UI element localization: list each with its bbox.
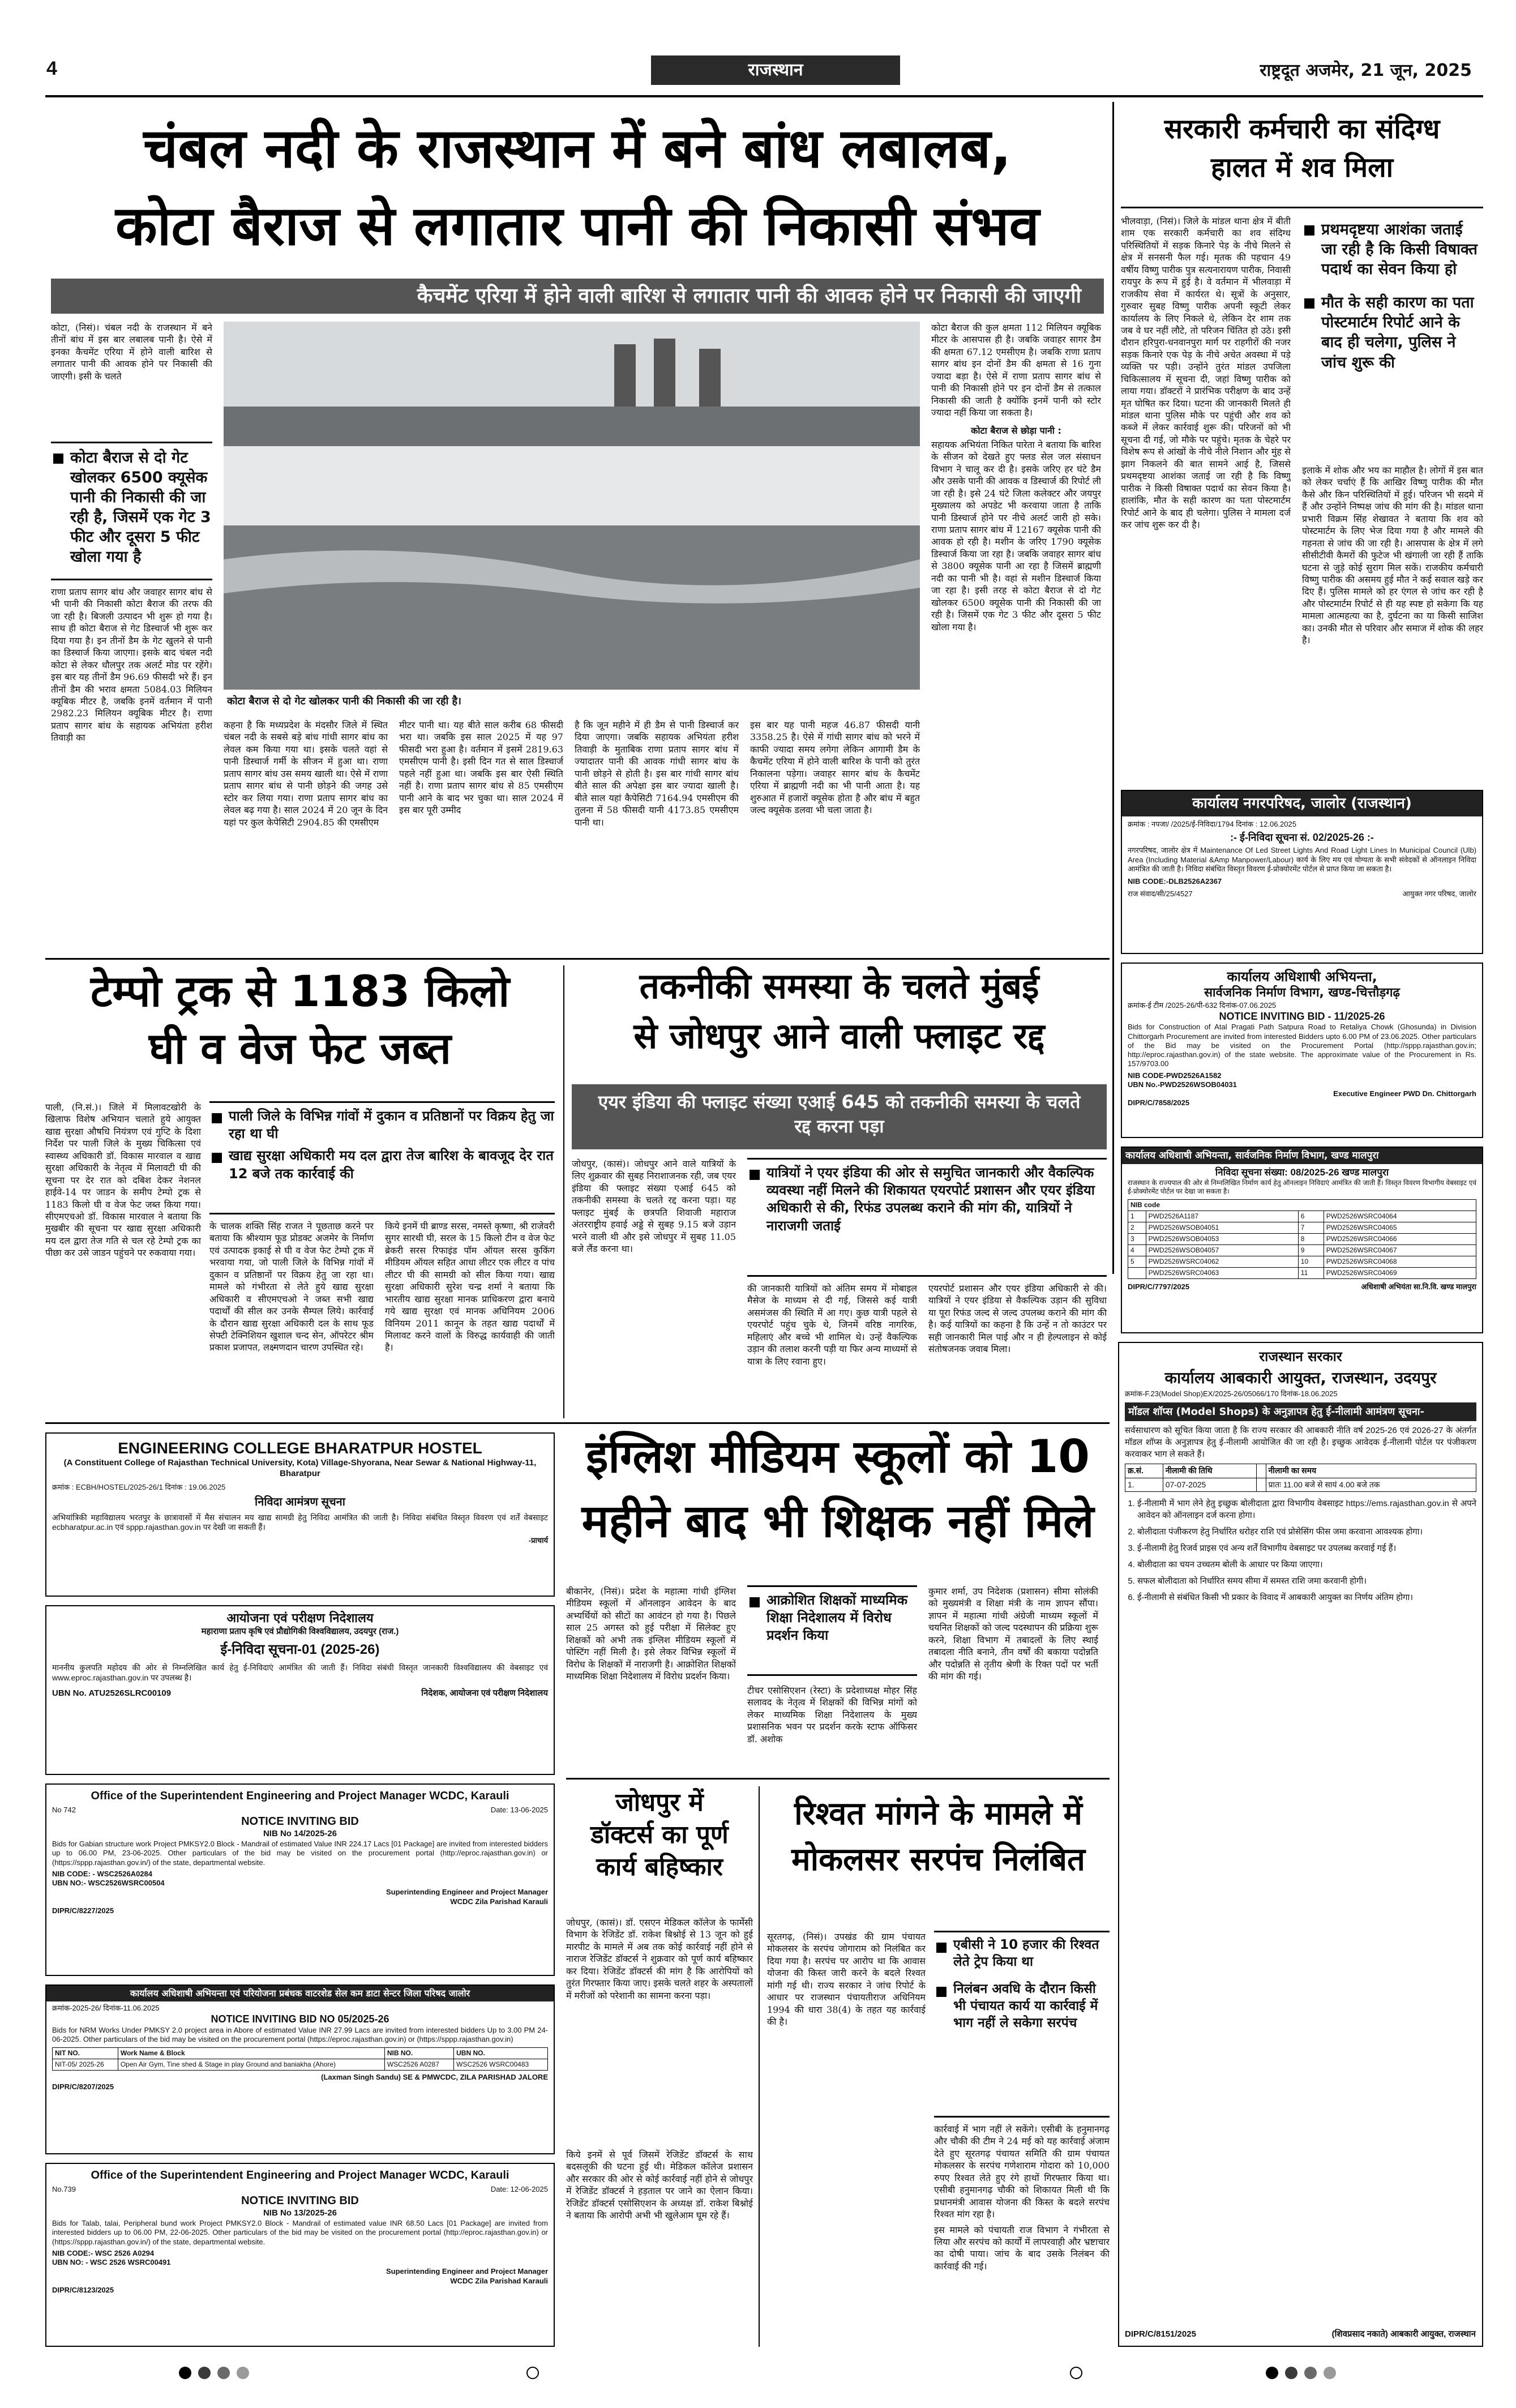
crosshair-icon — [526, 2367, 539, 2379]
tempo-pull-item-1: पाली जिले के विभिन्न गांवों में दुकान व प्रतिष्ठानों पर विक्रय हेतु जा रहा था घी — [209, 1107, 555, 1143]
table-row: क्र.सं. नीलामी की तिथि नीलामी का समय — [1125, 1464, 1476, 1478]
notice-wcdc2-dipr: DIPR/C/8123/2025 — [52, 2285, 114, 2294]
notice-wcdc2-heading: NOTICE INVITING BID — [241, 2195, 359, 2208]
notice-chittor-sign: Executive Engineer PWD Dn. Chittorgarh — [1333, 1089, 1476, 1098]
bribe-headline-line-2: मोकलसर सरपंच निलंबित — [791, 1841, 1085, 1879]
notice-chittor-dipr: DIPR/C/7858/2025 — [1128, 1098, 1190, 1107]
table-row: 4 PWD2526WSOB04057 9 PWD2526WSRC04067 — [1128, 1244, 1476, 1256]
notice-jalore-subject: :- ई-निविदा सूचना सं. 02/2025-26 :- — [1230, 831, 1374, 843]
notice-jalore-body: नगरपरिषद, जालोर क्षेत्र में Maintenance Of Led Street Lights And Road Light Lines In Municipal Council (Ulb) Area (Including Material &Amp Manpower/Labour) कार्य के लिए मय एवं योग्यता के सभी संवेदकों से ऑनलाइन निविदा आमंत्रित की जाती है। निविदा संबंधित विस्तृत विवरण ई-प्रोक्योरमेंट पोर्टल से प्राप्त किया जा सकता है। — [1128, 846, 1476, 873]
flight-headline — [572, 965, 1107, 1084]
notice-malpura-dipr: DIPR/C/7797/2025 — [1128, 1282, 1190, 1291]
notice-wcdcj-ref: क्रमांक-2025-26/ दिनांक-11.06.2025 — [52, 2004, 160, 2012]
bribe-pull-quote — [934, 1931, 1110, 2118]
section-tab — [651, 55, 900, 85]
notice-wcdc1-sign: Superintending Engineer and Project Manager WCDC Zila Parishad Karauli — [386, 1888, 548, 1906]
notice-wcdc1-no: No 742 — [52, 1806, 76, 1814]
notice-bharatpur-ref: क्रमांक : ECBH/HOSTEL/2025-26/1 दिनांक : 19.06.2025 — [52, 1482, 226, 1491]
notice-agri-sign: निदेशक, आयोजना एवं परीक्षण निदेशालय — [421, 1688, 548, 1699]
lead-pull-quote — [51, 442, 212, 580]
right-col-b — [1302, 464, 1483, 781]
notice-wcdc1-nib: NIB CODE: - WSC2526A0284 — [52, 1869, 152, 1878]
notice-wcdc2-no: No.739 — [52, 2185, 76, 2193]
registration-dot — [198, 2367, 211, 2379]
notice-wcdc1-body: Bids for Gabian structure work Project PMKSY2.0 Block - Mandrail of estimated Value INR 224.17 Lacs [01 Package] are invited from interested bidders up to 06.00 PM, 23-06-2025. Other particulars of the bid may be visited on the procurement portal (http://eproc.rajasthan.gov.in) or (https://sppp.rajasthan.gov.in/) of the state, departmental website. — [52, 1840, 548, 1867]
notice-excise-ref: क्रमांक-F.23(Model Shop)EX/2025-26/05066/170 दिनांक-18.06.2025 — [1125, 1389, 1338, 1398]
list-item: 2. बोलीदाता पंजीकरण हेतु निर्धारित धरोहर राशि एवं प्रोसेसिंग फीस जमा करवाना आवश्यक होगा। — [1137, 1526, 1476, 1538]
right-headline-line-1: सरकारी कर्मचारी का संदिग्ध — [1164, 113, 1440, 145]
right-headline-rule — [1121, 207, 1483, 208]
list-item: 6. ई-नीलामी से संबंधित किसी भी प्रकार के विवाद में आबकारी आयुक्त का निर्णय अंतिम होगा। — [1137, 1592, 1476, 1603]
right-pull-item-1: प्रथमदृष्टया आशंका जताई जा रही है कि किसी विषाक्त पदार्थ का सेवन किया हो — [1302, 220, 1483, 279]
notice-malpura-body: राजस्थान के राज्यपाल की ओर से निम्नलिखित निर्माण कार्य हेतु ऑनलाइन निविदाएं आमंत्रित की जाती हैं। विस्तृत विवरण विभागीय वेबसाइट एवं ई-प्रोक्योरमेंट पोर्टल पर देखा जा सकता है। — [1128, 1178, 1476, 1195]
notice-excise-heading: मॉडल शॉप्स (Model Shops) के अनुज्ञापत्र हेतु ई-नीलामी आमंत्रण सूचना- — [1125, 1402, 1476, 1421]
notice-bharatpur-heading: निविदा आमंत्रण सूचना — [255, 1495, 345, 1508]
tempo-headline-line-2: घी व वेज फेट जब्त — [149, 1023, 451, 1074]
bribe-headline — [767, 1795, 1110, 1919]
lead-pull-quote-text: कोटा बैराज से दो गेट खोलकर 6500 क्यूसेक पानी की निकासी की जा रही है, जिसमें एक गेट 3 फीट और दूसरा 5 फीट खोला गया है — [51, 448, 212, 567]
notice-agri-title: आयोजना एवं परीक्षण निदेशालय — [226, 1611, 374, 1626]
lead-right-rule — [1112, 102, 1114, 1274]
lead-col-4 — [575, 719, 739, 951]
notice-chittor-title: कार्यालय अधिशाषी अभियन्ता, — [1227, 969, 1377, 985]
notice-wcdc2-ubn: UBN NO: - WSC 2526 WSRC00491 — [52, 2258, 171, 2266]
registration-dot — [217, 2367, 230, 2379]
flight-banner-text: एयर इंडिया की फ्लाइट संख्या एआई 645 को तकनीकी समस्या के चलते रद्द करना पड़ा — [598, 1091, 1081, 1137]
footer-registration — [0, 2355, 1516, 2389]
flight-col-a-text: जोधपुर, (कासं)। जोधपुर आने वाले यात्रियों के लिए शुक्रवार की सुबह निराशाजनक रही, जब एयर इंडिया की फ्लाइट संख्या एआई 645 को तकनीकी समस्या के चलते रद्द करना पड़ा। यह फ्लाइट मुंबई के छत्रपति शिवाजी महाराज अंतरराष्ट्रीय हवाई अड्डे से सुबह 9.15 बजे उड़ान भरने वाली थी और इसे जोधपुर में सुबह 11.05 बजे लैंड करना था। — [572, 1158, 736, 1255]
lead-subheadline-text: कैचमेंट एरिया में होने वाली बारिश से लगातार पानी की आवक होने पर निकासी की जाएगी — [417, 284, 1081, 307]
school-col-a-text: बीकानेर, (निसं)। प्रदेश के महात्मा गांधी इंग्लिश मीडियम स्कूलों में ऑनलाइन आवेदन के बाद अभ्यर्थियों को सीटों का आवंटन हो गया है। पिछले साल 25 अगस्त को हुई परीक्षा में सिलेक्ट हुए शिक्षकों को अभी तक इंग्लिश मीडियम स्कूलों में पोस्टिंग नहीं मिली है। इसे लेकर विभिन्न स्कूलों में विरोध के शिक्षकों में नाराजगी है। आक्रोशित शिक्षकों माध्यमिक शिक्षा निदेशालय में विरोध प्रदर्शन किया। — [566, 1586, 736, 1682]
notice-malpura-th: NIB code — [1128, 1199, 1476, 1211]
registration-dot — [179, 2367, 191, 2379]
school-headline — [566, 1430, 1110, 1571]
notice-jalore — [1121, 790, 1483, 954]
notice-malpura-sign: अधिशाषी अभियंता सा.नि.वि. खण्ड मालपुरा — [1361, 1282, 1476, 1291]
header-rule — [45, 95, 1483, 97]
notice-excise — [1118, 1342, 1483, 2347]
right-pull-quote — [1302, 215, 1483, 459]
notice-excise-title-1: राजस्थान सरकार — [1259, 1349, 1342, 1365]
lead-photo-caption: कोटा बैराज से दो गेट खोलकर पानी की निकासी की जा रही है। — [224, 690, 920, 712]
notice-wcdc2-body: Bids for Talab, talai, Peripheral bund work Project PMKSY2.0 Block - Mandrail of estimated value INR 68.50 Lacs [01 Package] are invited from interested bidders up to 06.00 PM, 22-06-2025. Other particulars of the bid may be visited on the procurement portal (http://eproc.rajasthan.gov.in) or (https://sppp.rajasthan.gov.in/) of the state, departmental website. — [52, 2219, 548, 2246]
notice-wcdc-jalore — [45, 1984, 555, 2154]
registration-dot — [1266, 2367, 1278, 2379]
notice-excise-points — [1137, 1498, 1476, 1603]
flight-col-c-text: एयरपोर्ट प्रशासन और एयर इंडिया अधिकारी से की। यात्रियों ने एयर इंडिया से वैकल्पिक उड़ान की सुविधा या पूरा रिफंड जल्द से जल्द उपलब्ध कराने की मांग की है। कई यात्रियों का कहना है कि उन्हें न तो काउंटर पर सही जानकारी मिल पाई और न ही हेल्पलाइन से कोई संतोषजनक जवाब मिला। — [928, 1283, 1107, 1355]
notice-agri-ubn: UBN No. ATU2526SLRC00109 — [52, 1688, 172, 1699]
flight-banner — [572, 1084, 1107, 1149]
notice-bharatpur-subtitle: (A Constituent College of Rajasthan Technical University, Kota) Village-Shyorana, Near Sewar & National Highway-11, Bharatpur — [63, 1458, 537, 1478]
notice-wcdcj-body: Bids for NRM Works Under PMKSY 2.0 project area in Abore of estimated Value INR 27.99 Lacs are invited from interested bidders Up to 3.00 PM 24-06-2025. Other particulars of the bid may be visited on the procurement portal (https://eproc.rajasthan.gov.in) or (https://sppp.rajasthan.gov.in) — [52, 2025, 548, 2043]
lead-col-6b-text: सहायक अभियंता निकित पारेता ने बताया कि बारिश के सीजन को देखते हुए फ्लड सेल जल संसाधन विभाग ने चालू कर दी है। इसके जरिए हर घंटे डैम और उसके पानी की आवक व डिस्चार्ज की रिपोर्ट ली जा रही है। इसे 24 घंटे जिला कलेक्टर और जयपुर मुख्यालय को अपडेट भी करवाया जाता है ताकि पानी डिस्चार्ज होने पर नीचे अलर्ट जारी हो सके। राणा प्रताप सागर बांध में 12167 क्यूसेक पानी की आवक हो रही है। मशीन के जरिए 1790 क्यूसेक डिस्चार्ज किया जा रहा है। जबकि जवाहर सागर बांध से 3800 क्यूसेक पानी आ रहा है जिसमें ब्राह्मणी नदी का पानी भी है। वहां से मशीन डिस्चार्ज किया जा रहा है। इसी तरह से कोटा बैराज से दो गेट खोलकर 6500 क्यूसेक पानी की निकासी की जा रही है। जिसमें एक गेट 3 फीट और दूसरा 5 फीट खोला गया है। — [931, 439, 1101, 632]
lead-col-5 — [750, 719, 920, 951]
school-col-c-text: कुमार शर्मा, उप निदेशक (प्रशासन) सीमा सोलंकी को मुख्यमंत्री व शिक्षा मंत्री के नाम ज्ञापन सौंपा। ज्ञापन में महात्मा गांधी अंग्रेजी माध्यम स्कूलों में चयनित शिक्षकों को जल्द पदस्थापन की प्रक्रिया शुरू करने, शिक्षा विभाग में तबादलों के लिए स्थाई तबादला नीति बनाने, तीन वर्षों की बकाया पदोन्नति और पदोन्नति से तृतीय श्रेणी के रिक्त पदों पर भर्ती की मांग की गई। — [928, 1586, 1098, 1682]
notice-wcdc-karauli-2 — [45, 2163, 555, 2347]
list-item: 3. ई-नीलामी हेतु रिजर्व प्राइस एवं अन्य शर्तें विभागीय वेबसाइट पर उपलब्ध करवाई गई हैं। — [1137, 1542, 1476, 1554]
tempo-col-a-text: पाली, (नि.सं.)। जिले में मिलावटखोरी के खिलाफ विशेष अभियान चलाते हुये आयुक्त खाद्य सुरक्षा औषधि नियंत्रण एवं गुप्टि के दिशा निर्देश पर पाली जिले के मुख्य चिकित्सा एवं स्वास्थ्य अधिकारी डॉ. विकास मारवाल व खाद्य सुरक्षा अधिकारी के नेतृत्व में मिलावटी घी की सूचना पर देर रात को दबिश देकर नेशनल हाईवे-14 पर जाडन के समीप टेम्पो ट्रक से 1183 किलो घी व वेज फेट जब्त किया गया। सीएमएचओ डॉ. विकास मारवाल ने बताया कि मुखबीर की सूचना पर खाद्य सुरक्षा अधिकारी मय दल द्वारा तेज गति से चल रहे टेम्पो ट्रक का पीछा कर उसे जाडन पहुंचने पर रुकवाया गया। — [45, 1102, 201, 1259]
flight-pull-quote — [747, 1158, 1107, 1277]
notice-excise-intro: सर्वसाधारण को सूचित किया जाता है कि राज्य सरकार की आबकारी नीति वर्ष 2025-26 एवं 2026-27 के अंतर्गत मॉडल शॉप्स के अनुज्ञापत्र हेतु ई-नीलामी आयोजित की जा रही है। इच्छुक आवेदक ई-नीलामी पोर्टल पर पंजीकरण करवाकर भाग ले सकते हैं। — [1125, 1426, 1476, 1460]
notice-malpura-heading: निविदा सूचना संख्या: 08/2025-26 खण्ड मालपुरा — [1215, 1167, 1389, 1178]
lead-col-1 — [51, 322, 212, 440]
lead-photo-barrage — [224, 322, 920, 712]
doctors-headline-line-2: डॉक्टर्स का पूर्ण — [590, 1820, 729, 1850]
tempo-col-c — [385, 1220, 555, 1418]
lead-subheadline — [51, 279, 1104, 314]
paper-date: राष्ट्रदूत अजमेर, 21 जून, 2025 — [1260, 61, 1472, 80]
page-header — [34, 50, 1483, 95]
doctors-headline-line-1: जोधपुर में — [615, 1788, 704, 1817]
bribe-pull-item-1: एबीसी ने 10 हजार की रिश्वत लेते ट्रेप किया था — [934, 1937, 1110, 1971]
notice-chittor-ref: क्रमांक-ई टीम /2025-26/पी-632 दिनांक-07.06.2025 — [1128, 1000, 1277, 1010]
notice-excise-title-2: कार्यालय आबकारी आयुक्त, राजस्थान, उदयपुर — [1164, 1368, 1437, 1387]
lead-col-3 — [399, 719, 563, 951]
right-col-b-text: इलाके में शोक और भय का माहौल है। लोगों में इस बात को लेकर चर्चाएं हैं कि आखिर विष्णु पारीक की मौत कैसे और किन परिस्थितियों में हुई। परिजन भी सदमे में हैं और उन्होंने निष्पक्ष जांच की मांग की है। मांडल थाना प्रभारी विक्रम सिंह शेखावत ने बताया कि शव को पोस्टमार्टम के लिए भेज दिया गया है और मामले की गहनता से जांच की जा रही है। आसपास के क्षेत्र में लगे सीसीटीवी कैमरों की फुटेज भी खंगाली जा रही हैं ताकि घटना से जुड़े कोई सुराग मिल सकें। राजकीय कर्मचारी विष्णु पारीक की असमय हुई मौत ने कई सवाल खड़े कर दिए हैं। पुलिस मामले को हर एंगल से जांच कर रही है और पोस्टमार्टम रिपोर्ट से ही यह स्पष्ट हो सकेगा कि यह मामला आत्महत्या का है, दुर्घटना का या किसी साजिश का। उनकी मौत से परिवार और समाज में शोक की लहर है। — [1302, 465, 1483, 646]
doctors-col-a-text: जोधपुर, (कासं)। डॉ. एसएन मेडिकल कॉलेज के फार्मेसी विभाग के रेजिडेंट डॉ. राकेश बिश्नोई से 13 जून को हुई मारपीट के मामले में अब तक कोई कार्रवाई नहीं होने से नाराज रेजिडेंट डॉक्टर्स ने शुक्रवार को पूर्ण कार्य बहिष्कार कर दिया। रेजिडेंट डॉक्टर्स की मांग है कि आरोपियों को तुरंत गिरफ्तार किया जाए। इसके चलते शहर के अस्पतालों में मरीजों को परेशानी का सामना करना पड़ा। — [566, 1917, 753, 2001]
flight-col-c — [928, 1282, 1107, 1418]
notice-malpura — [1121, 1147, 1483, 1333]
lead-bottom-rule — [45, 958, 1110, 960]
bribe-col-b-text: कार्रवाई में भाग नहीं ले सकेंगे। एसीबी के हनुमानगढ़ और चौकी की टीम ने 24 मई को यह कार्रवाई अंजाम देते हुए सूरतगढ़ पंचायत समिति की ग्राम पंचायत मोकलसर के सरपंच गणेशाराम गोदारा को 10,000 रुपए रिश्वत लेते हुए रंगे हाथों गिरफ्तार किया था। एसीबी हनुमानगढ़ चौकी को शिकायत मिली थी कि प्रधानमंत्री आवास योजना की किस्त के बदले सरपंच रिश्वत मांग रहा है। — [934, 2124, 1110, 2220]
notice-wcdc1-title: Office of the Superintendent Engineering and Project Manager WCDC, Karauli — [91, 1790, 509, 1802]
doctors-right-rule — [759, 1786, 760, 2347]
right-headline-line-2: हालत में शव मिला — [1210, 151, 1394, 183]
notice-chittor-nib: NIB CODE-PWD2526A1582 — [1128, 1071, 1222, 1080]
lead-col-1b — [51, 586, 212, 951]
lead-col-4-text: है कि जून महीने में ही डैम से पानी डिस्चार्ज कर दिया जाएगा। जबकि सहायक अभियंता हरीश तिवाड़ी के मुताबिक राणा प्रताप सागर बांध में ज्यादातर पानी की आवक गांधी सागर बांध के पानी छोड़ने से होती है। इस बार गांधी सागर बांध बीते साल की अपेक्षा इस बार ज्यादा खाली है। बीते साल यहां कैपेसिटी 7164.94 एमसीएम की तुलना में 58 फीसदी यानी 4173.85 एमसीएम पानी था। — [575, 720, 739, 828]
lead-col-1-text: कोटा, (निसं)। चंबल नदी के राजस्थान में बने तीनों बांध में इस बार लबालब पानी है। ऐसे में इनका कैचमेंट एरिया में होने वाली बारिश से लगातार पानी की आवक होने पर निकासी की जाएगी। इसी के चलते — [51, 322, 212, 382]
notice-wcdc1-sub: NIB No 14/2025-26 — [263, 1829, 337, 1839]
doctors-headline — [566, 1786, 753, 1911]
notice-wcdcj-sign: (Laxman Singh Sandu) SE & PMWCDC, ZILA PARISHAD JALORE — [321, 2073, 548, 2082]
tempo-col-a — [45, 1101, 201, 1418]
bribe-col-a-text: सूरतगढ़, (निसं)। उपखंड की ग्राम पंचायत मोकलसर के सरपंच जोगाराम को निलंबित कर दिया गया है। सरपंच पर आरोप था कि आवास योजना की किस्त जारी करने के बदले रिश्वत मांगी गई थी। राज्य सरकार ने जांच रिपोर्ट के आधार पर राजस्थान पंचायतीराज अधिनियम 1994 की धारा 38(4) के तहत यह कार्रवाई की है। — [767, 1931, 926, 2028]
lead-col-2-text: कहना है कि मध्यप्रदेश के मंदसौर जिले में स्थित चंबल नदी के सबसे बड़े बांध गांधी सागर बांध का लेवल कम किया गया था। इसके चलते वहां से पानी डिस्चार्ज गर्मी के सीजन में हुआ था। राणा प्रताप सागर बांध उस समय खाली था। ऐसे में राणा प्रताप सागर बांध से पानी छोड़ने की जगह उसे स्टोर कर लिया गया। राणा प्रताप सागर बांध का लेवल बढ़ गया है। साल 2024 में 20 जून के दिन यहां पर कुल केपेसिटी 2904.85 की एमसीएम — [224, 720, 388, 828]
right-col-a-text: भीलवाड़ा, (निसं)। जिले के मांडल थाना क्षेत्र में बीती शाम एक सरकारी कर्मचारी का शव संदिग्ध परिस्थितियों में सड़क किनारे पेड़ के नीचे मिलने से क्षेत्र में सनसनी फैल गई। मृतक की पहचान 49 वर्षीय विष्णु पारीक पुत्र सत्यनारायण पारीक, निवासी रायपुर के रूप में हुई है। वे वर्तमान में भीलवाड़ा में राजकीय सेवा में कार्यरत थे। सूत्रों के अनुसार, गुरुवार सुबह विष्णु पारीक अपनी स्कूटी लेकर कार्यालय के लिए निकले थे, लेकिन देर शाम तक जब वे घर नहीं लौटे, तो परिजन चिंतित हो उठे। इसी दौरान हरिपुरा-धनवानपुरा मार्ग पर राहगीरों की नजर सड़क किनारे एक पेड़ के नीचे अचेत अवस्था में पड़े व्यक्ति पर पड़ी। उन्होंने तुरंत मांडल उपजिला चिकित्सालय में सूचना दी, जहां विष्णु पारीक को लाया गया। डॉक्टरों ने प्रारंभिक परीक्षण के बाद उन्हें मृत घोषित कर दिया। घटना की जानकारी मिलते ही मांडल थाना पुलिस मौके पर पहुंची और शव को कब्जे में लेकर कार्रवाई शुरू की। परिजनों को भी सूचना दी गई, जो मौके पर पहुंचे। मृतक के चेहरे पर विशेष रूप से आंखों के नीचे नीले निशान और मुंह से झाग निकलने की बात सामने आई है, जिससे प्रथमदृष्टया आशंका जताई जा रही है कि विष्णु पारीक ने किसी विषाक्त पदार्थ का सेवन किया है। हालांकि, मौत के सही कारण का पता पोस्टमार्टम रिपोर्ट आने के बाद ही चलेगा। पुलिस ने मामला दर्ज कर जांच शुरू कर दी है। — [1121, 216, 1291, 530]
doctors-col-b-text: किये इनमें से पूर्व जिसमें रेजिडेंट डॉक्टर्स के साथ बदसलूकी की घटना हुई थी। मेडिकल कॉलेज प्रशासन और सरकार की ओर से कोई कार्रवाई नहीं होने से जोधपुर में रेजिडेंट डॉक्टर्स ने हड़ताल पर जाने का ऐलान किया। रेजिडेंट डॉक्टर्स एसोसिएशन के अध्यक्ष डॉ. राकेश बिश्नोई ने बताया कि आरोपी अभी भी खुलेआम घूम रहे हैं। — [566, 2149, 753, 2221]
tempo-pull-quote — [209, 1101, 555, 1214]
lead-col-2 — [224, 719, 388, 951]
flight-col-a — [572, 1158, 736, 1418]
crosshair-icon — [1070, 2367, 1082, 2379]
lead-col-6-text: कोटा बैराज की कुल क्षमता 112 मिलियन क्यूबिक मीटर के आसपास ही है। जबकि जवाहर सागर डैम की क्षमता 67.12 एमसीएम है। जबकि राणा प्रताप सागर बांध इन दोनों डैम की क्षमता से 16 गुना ज्यादा बड़ा है। ऐसे में राणा प्रताप सागर बांध से पानी की निकासी होने पर इन दोनों डैम से तत्काल निकासी की जाती है क्योंकि इनमें पानी को स्टोर ज्यादा नहीं किया जा सकता है। — [931, 322, 1101, 418]
lead-col-5-text: इस बार यह पानी महज 46.87 फीसदी यानी 3358.25 है। ऐसे में गांधी सागर बांध को भरने में काफी ज्यादा समय लगेगा लेकिन आगामी डैम के कैचमेंट एरिया में होने वाली बारिश के पानी को तुरंत निकालना पड़ेगा। जवाहर सागर बांध के कैचमेंट एरिया में ब्राह्मणी नदी का भी पानी आता है। यह शुरुआत में हजारों क्यूसेक होता है और बांध में बहुत जल्द क्यूसेक डलवा भी चला जाता है। — [750, 720, 920, 816]
table-row: 2 PWD2526WSOB04051 7 PWD2526WSRC04065 — [1128, 1222, 1476, 1233]
table-row: PWD2526WSRC04063 11 PWD2526WSRC04069 — [1128, 1267, 1476, 1278]
school-pull-quote — [747, 1585, 917, 1676]
notice-agri-udaipur — [45, 1605, 555, 1775]
tempo-pull-item-2: खाद्य सुरक्षा अधिकारी मय दल द्वारा तेज बारिश के बावजूद देर रात 12 बजे तक कार्रवाई की — [209, 1147, 555, 1182]
notice-wcdcj-title: कार्यालय अधिशाषी अभियन्ता एवं परियोजना प्रबंधक वाटरशेड सेल कम डाटा सेन्टर जिला परिषद जालोर — [46, 1986, 554, 2001]
notice-wcdc1-heading: NOTICE INVITING BID — [241, 1815, 359, 1828]
notice-chittor-body: Bids for Construction of Atal Pragati Path Satpura Road to Retaliya Chowk (Ghosunda) in Division Chittorgarh Procurement are invited from interested Bidders upto 6.00 PM of 23.06.2025. Other particulars of the Bid may be visited on the Procurement Portal (http://sppp.rajasthan.gov.in; http://eproc.rajasthan.gov.in) of the state website. The approximate value of the Procurement in Rs. 157/9703.00 — [1128, 1023, 1476, 1068]
tempo-headline — [45, 965, 555, 1096]
flight-headline-line-2: से जोधपुर आने वाली फ्लाइट रद्द — [633, 1015, 1045, 1057]
school-col-b — [747, 1684, 917, 1772]
school-headline-line-1: इंग्लिश मीडियम स्कूलों को 10 — [586, 1430, 1090, 1483]
page-number: 4 — [46, 58, 57, 79]
notice-chittor-heading: NOTICE INVITING BID - 11/2025-26 — [1219, 1010, 1385, 1022]
tempo-col-b-text: के चालक शक्ति सिंह राजत ने पूछताछ करने पर बताया कि श्रीश्याम फूड प्रोडक्ट अजमेर के निर्माण एवं उत्पादक इकाई से घी व वेज फेट टेम्पो ट्रक में भरवाया गया, जो पाली जिले के विभिन्न गांवों में दुकान व प्रतिष्ठानों पर विक्रय हेतु जा रहा था। मामले को गंभीरता से लेते हुये खाद्य सुरक्षा अधिकारी व सीएमएचओ ने जब्त सभी खाद्य पदार्थों की सील कर उनके सैम्पल लिये। कार्रवाई के दौरान खाद्य सुरक्षा अधिकारी दल के साथ फूड सेफ्टी टेक्निशियन खुशाल चन्द सेन, ऑपरेटर श्रीम प्रकाश प्रजापत, लक्ष्मणदान चारण उपस्थित रहे। — [209, 1221, 374, 1353]
notice-wcdc2-date: Date: 12-06-2025 — [490, 2185, 548, 2193]
table-row: 1 PWD2526A1187 6 PWD2526WSRC04064 — [1128, 1211, 1476, 1222]
notice-jalore-ref: क्रमांक : नपजा/ /2025/ई-निविदा/1794 दिनांक : 12.06.2025 — [1128, 819, 1296, 828]
notice-chittor-subtitle: सार्वजनिक निर्माण विभाग, खण्ड-चित्तौड़गढ़ — [1204, 986, 1400, 1000]
registration-dot — [1285, 2367, 1297, 2379]
registration-dot — [237, 2367, 249, 2379]
notice-jalore-footer-right: आयुक्त नगर परिषद, जालोर — [1402, 889, 1476, 899]
notice-bharatpur-body: अभियांत्रिकी महाविद्यालय भरतपुर के छात्रावासों में मैस संचालन मय खाद्य सामग्री हेतु निविदा आमंत्रित की जाती है। निविदा संबंधित विस्तृत विवरण एवं शर्तें वेबसाइट ecbharatpur.ac.in एवं sppp.rajasthan.gov.in पर देखी जा सकती हैं। — [52, 1512, 548, 1532]
notice-agri-heading: ई-निविदा सूचना-01 (2025-26) — [220, 1642, 380, 1658]
lead-headline — [51, 116, 1104, 286]
school-col-b-text: टीचर एसोसिएशन (रेस्टा) के प्रदेशाध्यक्ष मोहर सिंह सलावद के नेतृत्व में शिक्षकों की विभिन्न मांगों को लेकर माध्यमिक शिक्षा निदेशालय के मुख्य प्रशासनिक भवन पर प्रदर्शन करके स्टाफ ऑफिसर डॉ. अशोक — [747, 1685, 917, 1744]
school-col-a — [566, 1585, 736, 1772]
notice-bharatpur-title: ENGINEERING COLLEGE BHARATPUR HOSTEL — [118, 1439, 482, 1457]
notice-wcdc2-nib: NIB CODE:- WSC 2526 A0294 — [52, 2248, 155, 2257]
notice-wcdc2-sub: NIB No 13/2025-26 — [263, 2208, 337, 2218]
lead-headline-line-1: चंबल नदी के राजस्थान में बने बांध लबालब, — [143, 117, 1012, 180]
lead-col-1b-text: राणा प्रताप सागर बांध और जवाहर सागर बांध से भी पानी की निकासी कोटा बैराज की तरफ की जा रही है। बिजली उत्पादन भी शुरू हो गया है। साथ ही कोटा बैराज से गेट डिस्चार्ज भी शुरू कर दिया गया है। इन तीनों डैम के गेट खुलने से पानी का डिस्चार्ज किया जाएगा। इसके बाद चंबल नदी कोटा से लेकर धौलपुर तक अलर्ट मोड पर रहेंगे। इस बार यह तीनों डैम 96.69 फीसदी भरे हैं। इन तीनों डैम की भराव क्षमता 5084.03 मिलियन क्यूबिक मीटर है, जबकि इनमें वर्तमान में पानी 2982.23 मिलियन क्यूबिक मीटर है। राणा प्रताप सागर बांध के सहायक अभियंता हरीश तिवाड़ी का — [51, 587, 212, 743]
notice-bharatpur-sign: -प्राचार्य — [528, 1536, 548, 1545]
flight-pull-item-1: यात्रियों ने एयर इंडिया की ओर से समुचित जानकारी और वैकल्पिक व्यवस्था नहीं मिलने की शिकायत एयरपोर्ट प्रशासन और एयर इंडिया अधिकारी से की, रिफंड उपलब्ध कराने की मांग की, यात्रियों ने नाराजगी जताई — [747, 1164, 1107, 1235]
bribe-col-b — [934, 2123, 1110, 2347]
doctors-headline-line-3: कार्य बहिष्कार — [596, 1853, 723, 1882]
flight-col-b-text: की जानकारी यात्रियों को अंतिम समय में मोबाइल मैसेज के माध्यम से दी गई, जिससे कई यात्री असमंजस की स्थिति में आ गए। कुछ यात्री पहले से एयरपोर्ट पहुंच चुके थे, जिनमें वरिष्ठ नागरिक, महिलाएं और बच्चे भी शामिल थे। उन्हें वैकल्पिक उड़ान की तलाश करनी पड़ी या फिर अन्य माध्यमों से यात्रा के लिए रवाना हुए। — [747, 1283, 917, 1367]
table-row: 5 PWD2526WSRC04062 10 PWD2526WSRC04068 — [1128, 1256, 1476, 1267]
bribe-col-a — [767, 1931, 926, 2347]
spillway-foam — [224, 446, 920, 525]
notice-wcdc2-title: Office of the Superintendent Engineering and Project Manager WCDC, Karauli — [91, 2169, 509, 2182]
list-item: 1. ई-नीलामी में भाग लेने हेतु इच्छुक बोलीदाता द्वारा विभागीय वेबसाइट https://ems.rajasthan.gov.in से अपने आवेदन को ऑनलाइन दर्ज करना होगा। — [1137, 1498, 1476, 1521]
notice-excise-dipr: DIPR/C/8151/2025 — [1125, 2329, 1196, 2339]
table-row: NIT-05/ 2025-26 Open Air Gym, Tine shed & Stage in play Ground and baniakha (Ahore) WSC2526 A0287 WSC2526 WSRC00483 — [53, 2059, 548, 2071]
notice-excise-sign: (शिवप्रसाद नकाते) आबकारी आयुक्त, राजस्थान — [1331, 2329, 1476, 2339]
school-headline-line-2: महीने बाद भी शिक्षक नहीं मिले — [581, 1495, 1094, 1547]
lead-headline-line-2: कोटा बैराज से लगातार पानी की निकासी संभव — [115, 194, 1040, 258]
list-item: 5. सफल बोलीदाता को निर्धारित समय सीमा में समस्त राशि जमा करवानी होगी। — [1137, 1575, 1476, 1587]
bribe-col-c-text: इस मामले को पंचायती राज विभाग ने गंभीरता से लिया और सरपंच को कार्यों में लापरवाही और भ्रष्टाचार का दोषी पाया। जांच के बाद उसके निलंबन की कार्रवाई की गई। — [934, 2224, 1110, 2272]
notice-agri-subtitle: महाराणा प्रताप कृषि एवं प्रौद्योगिकी विश्वविद्यालय, उदयपुर (राज.) — [201, 1626, 399, 1636]
notice-wcdc1-date: Date: 13-06-2025 — [490, 1806, 548, 1814]
section-label: राजस्थान — [748, 60, 803, 80]
table-row: 3 PWD2526WSOB04053 8 PWD2526WSRC04066 — [1128, 1233, 1476, 1244]
notice-wcdcj-heading: NOTICE INVITING BID NO 05/2025-26 — [211, 2013, 389, 2025]
tempo-headline-line-1: टेम्पो ट्रक से 1183 किलो — [90, 966, 510, 1016]
table-row: NIT NO. Work Name & Block NIB NO. UBN NO. — [53, 2048, 548, 2059]
school-bottom-rule — [566, 1778, 1110, 1780]
notice-chittor-ubn: UBN No.-PWD2526WSOB04031 — [1128, 1080, 1237, 1089]
notice-chittorgarh — [1121, 963, 1483, 1138]
barrage-wall — [224, 407, 920, 446]
registration-dot — [1324, 2367, 1336, 2379]
list-item: 4. बोलीदाता का चयन उच्चतम बोली के आधार पर किया जाएगा। — [1137, 1559, 1476, 1571]
notice-wcdc2-sign: Superintending Engineer and Project Manager WCDC Zila Parishad Karauli — [386, 2267, 548, 2285]
notice-malpura-title: कार्यालय अधिशाषी अभियन्ता, सार्वजनिक निर्माण विभाग, खण्ड मालपुरा — [1122, 1148, 1482, 1164]
mid-rule — [45, 1422, 1110, 1424]
sky — [224, 322, 920, 412]
lead-col-6 — [931, 322, 1101, 951]
notice-wcdcj-table — [52, 2047, 548, 2071]
notice-malpura-table — [1128, 1199, 1476, 1279]
tempo-right-rule — [563, 965, 564, 1418]
notice-wcdc-karauli-1 — [45, 1783, 555, 1976]
flight-col-b — [747, 1282, 917, 1418]
notice-wcdc1-dipr: DIPR/C/8227/2025 — [52, 1906, 114, 1915]
school-pull-item-1: आक्रोशित शिक्षकों माध्यमिक शिक्षा निदेशालय में विरोध प्रदर्शन किया — [747, 1592, 917, 1645]
lead-col-6-subhead: कोटा बैराज से छोड़ा पानी : — [971, 425, 1061, 436]
table-row: 1. 07-07-2025 प्रातः 11.00 बजे से सायं 4.00 बजे तक — [1125, 1478, 1476, 1492]
tempo-col-c-text: किये इनमें घी ब्राण्ड सरस, नमस्ते कृष्णा, श्री राजेवरी सुगर सारथी घी, सरल के 15 किलो टीन व वेज फेट ब्रेकरी सरस रिफाइंड पॉम ऑयल सरस कुकिंग मीडियम ऑयल सहित आधा लीटर एक लीटर व पांच लीटर घी की सामग्री को सील किया गया। खाद्य सुरक्षा अधिकारी सुरेश चन्द्र शर्मा ने बताया कि भारतीय खाद्य सुरक्षा मानक प्राधिकरण द्वारा बनाये गये खाद्य सुरक्षा एवं मानक अधिनियम 2006 विनियम 2011 कानून के तहत खाद्य पदार्थों में मिलावट करने वालों के विरुद्ध कार्यवाही की जाती है। — [385, 1221, 555, 1353]
notice-excise-table — [1125, 1464, 1476, 1492]
lead-col-3-text: मीटर पानी था। यह बीते साल करीब 68 फीसदी भरा था। जबकि इस साल 2025 में यह 97 फीसदी भरा हुआ है। वर्तमान में इसमें 2819.63 एमसीएम पानी है। इसी दिन गत से साल डिस्चार्ज पहले नहीं हुआ था। जबकि इस बार ऐसी स्थिति नहीं है। राणा प्रताप सागर बांध से 85 एमसीएम पानी आने के बाद भर चुका था। साल 2024 में इस बार पूरी उम्मीद — [399, 720, 563, 816]
doctors-col-a — [566, 1917, 753, 2143]
notice-jalore-title: कार्यालय नगरपरिषद, जालोर (राजस्थान) — [1122, 791, 1482, 816]
notice-wcdcj-dipr: DIPR/C/8207/2025 — [52, 2082, 114, 2091]
notice-bharatpur — [45, 1432, 555, 1597]
right-col-a — [1121, 215, 1291, 781]
notice-agri-body: माननीय कुलपति महोदय की ओर से निम्नलिखित कार्य हेतु ई-निविदाएं आमंत्रित की जाती हैं। निविदा संबंधी विस्तृत जानकारी विश्वविद्यालय की वेबसाइट एवं www.eproc.rajasthan.gov.in पर उपलब्ध है। — [52, 1663, 548, 1682]
bribe-pull-item-2: निलंबन अवधि के दौरान किसी भी पंचायत कार्य या कार्रवाई में भाग नहीं ले सकेगा सरपंच — [934, 1981, 1110, 2032]
tempo-col-b — [209, 1220, 374, 1418]
notice-jalore-footer-left: राज संवाद/सी/25/4527 — [1128, 889, 1193, 899]
notice-wcdc1-ubn: UBN NO:- WSC2526WSRC00504 — [52, 1879, 165, 1887]
notice-jalore-nib: NIB CODE:-DLB2526A2367 — [1128, 877, 1222, 886]
school-col-c — [928, 1585, 1098, 1772]
right-pull-item-2: मौत के सही कारण का पता पोस्टमार्टम रिपोर्ट आने के बाद ही चलेगा, पुलिस ने जांच शुरू की — [1302, 293, 1483, 372]
bribe-headline-line-1: रिश्वत मांगने के मामले में — [794, 1795, 1082, 1832]
doctors-col-b — [566, 2149, 753, 2347]
right-headline — [1121, 113, 1483, 209]
registration-dot — [1304, 2367, 1317, 2379]
flight-headline-line-1: तकनीकी समस्या के चलते मुंबई — [639, 965, 1039, 1007]
barrage-illustration — [224, 322, 920, 712]
